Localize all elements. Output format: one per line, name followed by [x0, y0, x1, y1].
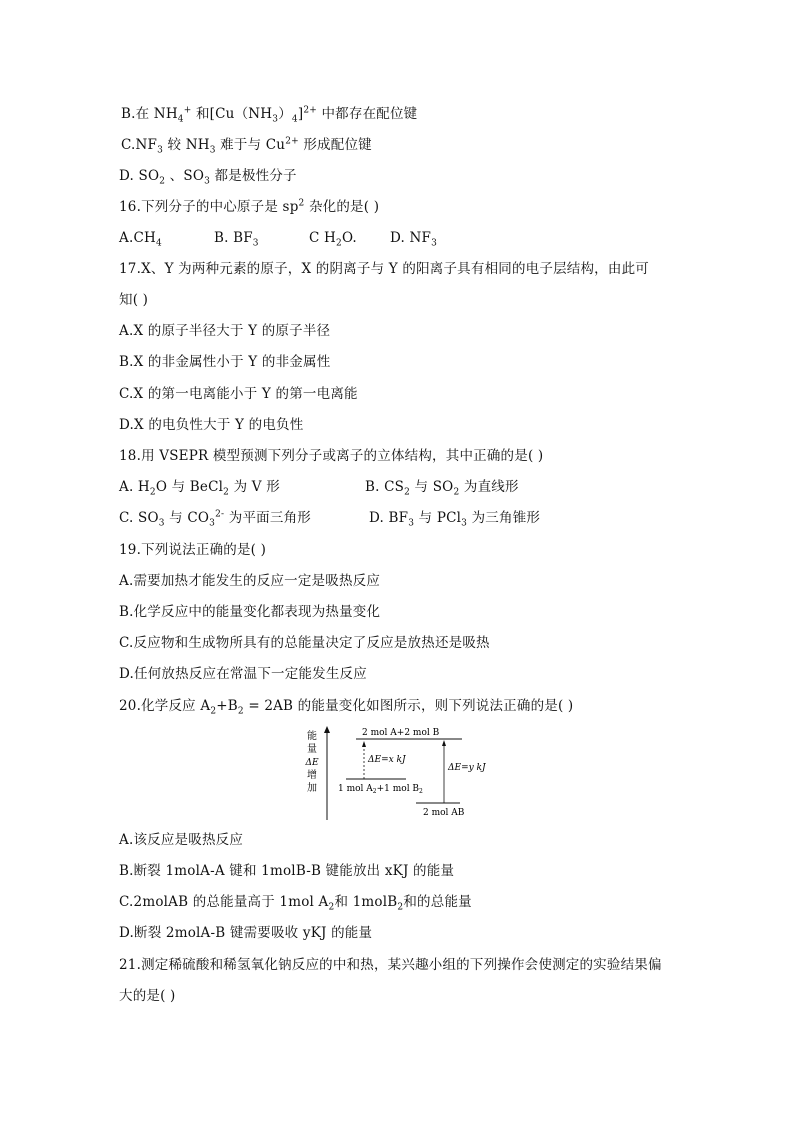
q19-option-c: C.反应物和生成物所具有的总能量决定了反应是放热还是吸热: [119, 635, 490, 651]
q16-option-d: D. $NF_3$: [390, 230, 438, 249]
q16-option-c: C $H_2O$.: [309, 230, 357, 249]
q18-option-a: A. $H_2O$ 与 BeCl$_2$ 为 V 形: [119, 479, 280, 498]
level-top-label: 2 mol A+2 mol B: [362, 728, 440, 738]
energy-diagram: [300, 724, 500, 822]
delta-y-arrowhead: [442, 740, 446, 746]
q17-option-a: A.X 的原子半径大于 Y 的原子半径: [119, 323, 331, 339]
q18-option-d: D. $BF_3$ 与 PCl$_3$ 为三角锥形: [369, 510, 541, 529]
q15-option-c: $C.NF_3$ 较 $NH_3$ 难于与 $Cu^{2+}$ 形成配位键: [121, 136, 372, 156]
q18-option-c: C. $SO_3$ 与 $CO_3^{2-}$ 为平面三角形: [119, 509, 311, 529]
q17-stem-line2: 知( ): [119, 292, 149, 308]
q15-option-b: B.在 $NH_4^+$ 和$[Cu(NH_3)_4]^{2+}$ 中都存在配位键: [121, 105, 418, 125]
axis-label-char: 加: [307, 783, 317, 794]
q17-option-d: D.X 的电负性大于 Y 的电负性: [119, 417, 304, 433]
q20-stem: 20.化学反应 $A_2+B_2 = 2AB$ 的能量变化如图所示，则下列说法正确的是( ): [119, 698, 574, 717]
q15-option-d: D. $SO_2$ 、$SO_3$ 都是极性分子: [119, 168, 297, 187]
q17-option-c: C.X 的第一电离能小于 Y 的第一电离能: [119, 386, 358, 402]
q16-options: [119, 228, 437, 248]
q16-option-a: $A.CH_4$: [119, 230, 162, 249]
q17-stem-line1: 17.X、Y 为两种元素的原子，X 的阴离子与 Y 的阳离子具有相同的电子层结构，由此可: [119, 261, 649, 277]
q20-option-d: D.断裂 2molA-B 键需要吸收 yKJ 的能量: [119, 925, 373, 941]
delta-x-arrowhead: [362, 741, 366, 747]
q16-stem: 16.下列分子的中心原子是 $sp^2$ 杂化的是( ): [119, 198, 380, 215]
level-bottom-label: 2 mol AB: [423, 808, 465, 818]
q18-option-b: B. $CS_2$ 与 $SO_2$ 为直线形: [365, 479, 519, 498]
q19-option-d: D.任何放热反应在常温下一定能发生反应: [119, 666, 367, 682]
q20-option-a: A.该反应是吸热反应: [119, 832, 244, 848]
energy-axis-arrowhead: [324, 726, 330, 733]
q21-stem-line2: 大的是( ): [119, 988, 176, 1004]
q19-stem: 19.下列说法正确的是( ): [119, 542, 267, 558]
axis-label-char: ΔE: [305, 758, 319, 768]
q20-option-c: C.2molAB 的总能量高于 1mol $A_2$和 1molB$_2$和的总能量: [119, 894, 472, 913]
q19-option-b: B.化学反应中的能量变化都表现为热量变化: [119, 604, 381, 620]
q21-stem-line1: 21.测定稀硫酸和稀氢氧化钠反应的中和热，某兴趣小组的下列操作会使测定的实验结果偏: [119, 957, 662, 973]
axis-label-char: 增: [307, 770, 317, 781]
q19-option-a: A.需要加热才能发生的反应一定是吸热反应: [119, 573, 381, 589]
delta-x-label: ΔE=x kJ: [368, 755, 406, 765]
q17-option-b: B.X 的非金属性小于 Y 的非金属性: [119, 354, 331, 370]
axis-label-char: 量: [307, 744, 317, 755]
q20-option-b: B.断裂 1molA-A 键和 1molB-B 键能放出 xKJ 的能量: [119, 863, 455, 879]
q16-option-b: B. $BF_3$: [214, 230, 259, 249]
q18-stem: 18.用 VSEPR 模型预测下列分子或离子的立体结构，其中正确的是( ): [119, 448, 544, 464]
axis-label-char: 能: [307, 731, 317, 742]
q18-options-cd: [119, 508, 540, 528]
level-mid-label: 1 mol $A_2+1$ mol $B_2$: [338, 784, 423, 795]
q18-options-ab: [119, 477, 519, 497]
delta-y-label: ΔE=y kJ: [448, 763, 486, 773]
